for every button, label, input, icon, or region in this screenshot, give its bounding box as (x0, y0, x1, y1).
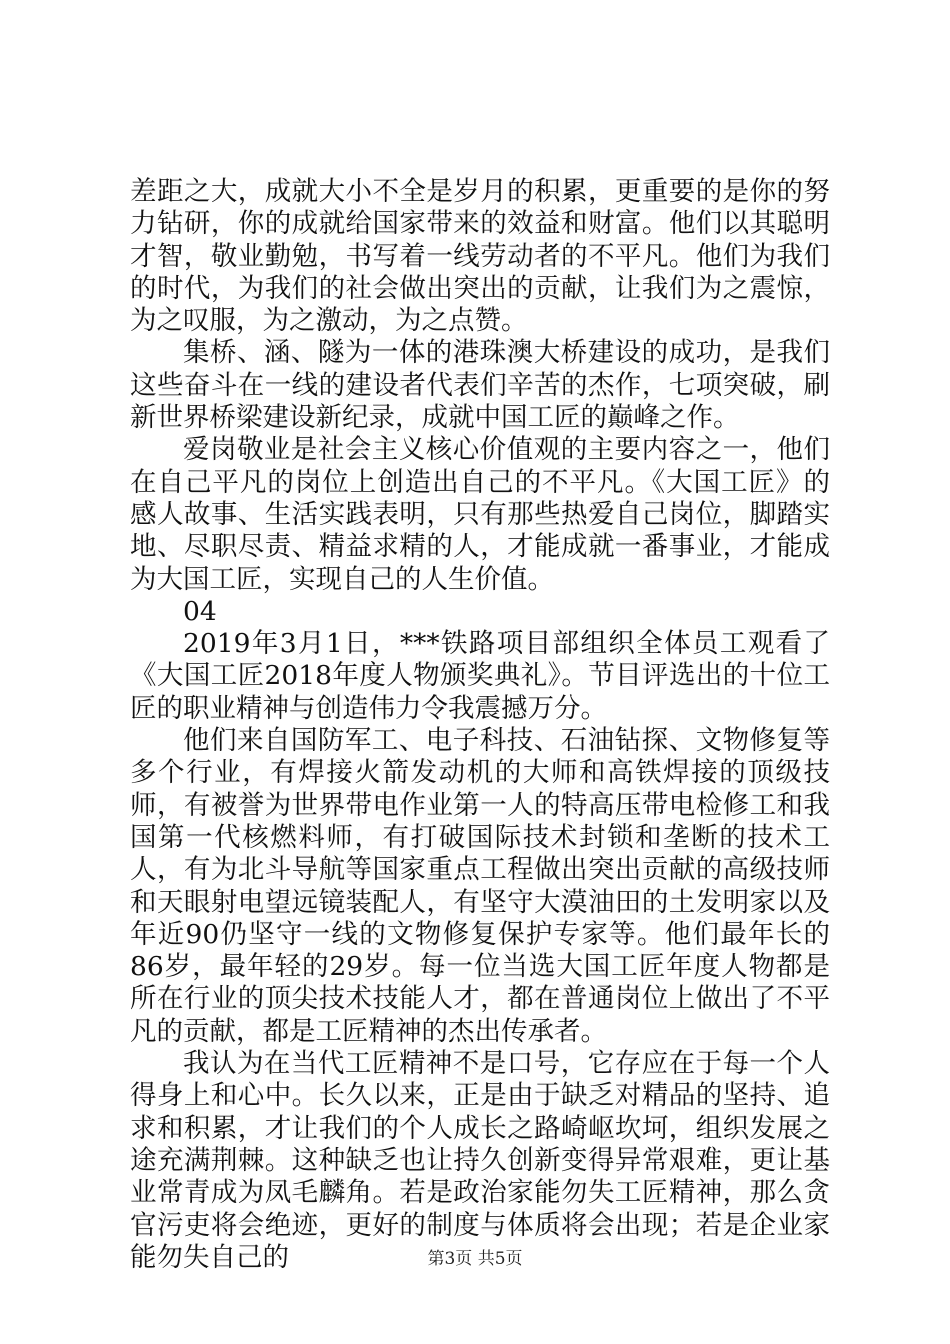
paragraph-1: 差距之大，成就大小不全是岁月的积累，更重要的是你的努力钻研，你的成就给国家带来的效益和财富。他们以其聪明才智，敬业勤勉，书写着一线劳动者的不平凡。他们为我们的时代，为我们的社会做出突出的贡献，让我们为之震惊，为之叹服，为之激动，为之点赞。 (130, 176, 830, 337)
paragraph-3: 爱岗敬业是社会主义核心价值观的主要内容之一，他们在自己平凡的岗位上创造出自己的不平凡。《大国工匠》的感人故事、生活实践表明，只有那些热爱自己岗位，脚踏实地、尽职尽责、精益求精的人，才能成就一番事业，才能成为大国工匠，实现自己的人生价值。 (130, 434, 830, 595)
document-body (130, 176, 830, 1274)
paragraph-4: 2019年3月1日，***铁路项目部组织全体员工观看了《大国工匠2018年度人物颁奖典礼》。节目评选出的十位工匠的职业精神与创造伟力令我震撼万分。 (130, 628, 830, 724)
section-number: 04 (183, 595, 217, 627)
paragraph-5: 他们来自国防军工、电子科技、石油钻探、文物修复等多个行业，有焊接火箭发动机的大师和高铁焊接的顶级技师，有被誉为世界带电作业第一人的特高压带电检修工和我国第一代核燃料师，有打破国际技术封锁和垄断的技术工人，有为北斗导航等国家重点工程做出突出贡献的高级技师和天眼射电望远镜装配人，有坚守大漠油田的土发明家以及年近90仍坚守一线的文物修复保护专家等。他们最年长的86岁，最年轻的29岁。每一位当选大国工匠年度人物都是所在行业的顶尖技术技能人才，都在普通岗位上做出了不平凡的贡献，都是工匠精神的杰出传承者。 (130, 725, 830, 1047)
paragraph-2: 集桥、涵、隧为一体的港珠澳大桥建设的成功，是我们这些奋斗在一线的建设者代表们辛苦的杰作，七项突破，刷新世界桥梁建设新纪录，成就中国工匠的巅峰之作。 (130, 337, 830, 434)
paragraph-6: 我认为在当代工匠精神不是口号，它存应在于每一个人得身上和心中。长久以来，正是由于缺乏对精品的坚持、追求和积累，才让我们的个人成长之路崎岖坎坷，组织发展之途充满荆棘。这种缺乏也让持久创新变得异常艰难，更让基业常青成为凤毛麟角。若是政治家能勿失工匠精神，那么贪官污吏将会绝迹，更好的制度与体质将会出现；若是企业家能勿失自己的 (130, 1048, 830, 1273)
page-footer: 第3页 共5页 (427, 1249, 523, 1269)
